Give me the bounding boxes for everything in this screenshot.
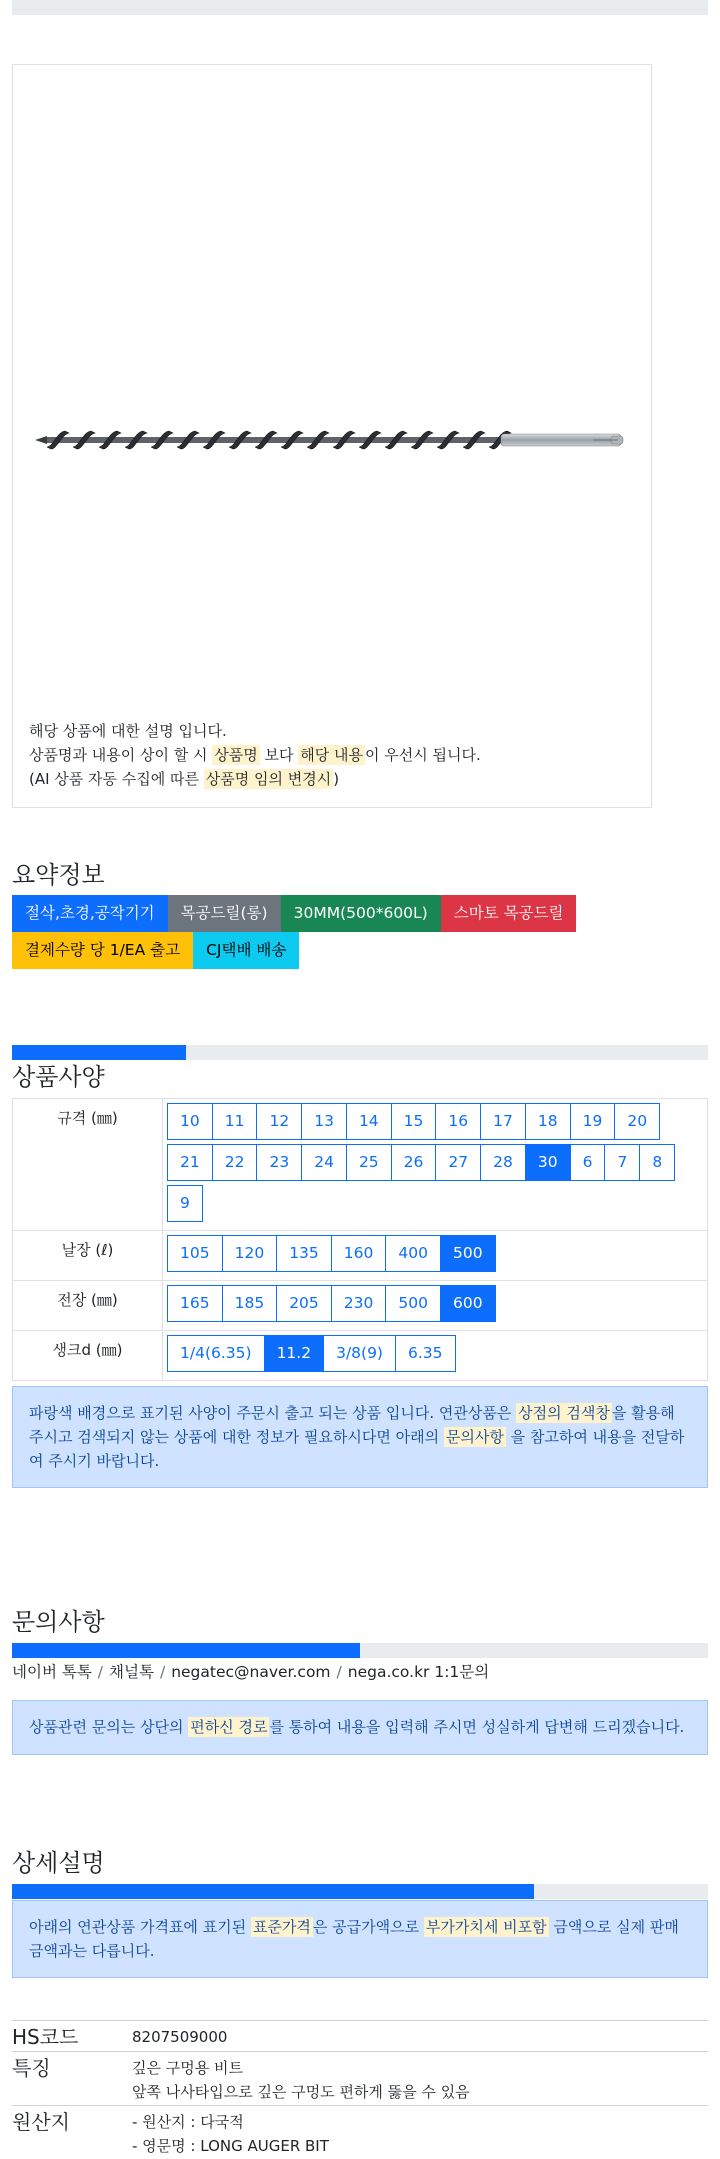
spec-title: 상품사양 [12, 1063, 105, 1091]
spec-options-cell [163, 1281, 708, 1331]
alert-text: 을 활용해 주시고 검색되지 않는 상품에 대한 정보가 필요하시다면 아래의 [29, 1404, 675, 1446]
summary-badge: 스마토 목공드릴 [441, 895, 577, 932]
spec-option-button[interactable]: 15 [391, 1103, 437, 1140]
image-note-line-2 [29, 743, 481, 767]
inquiry-link[interactable]: 네이버 톡톡 [12, 1663, 92, 1681]
summary-badge: 목공드릴(롱) [168, 895, 281, 932]
spec-row [13, 1099, 708, 1231]
spec-option-button[interactable]: 120 [222, 1235, 278, 1272]
spec-option-button[interactable]: 19 [570, 1103, 616, 1140]
note-text: (AI 상품 자동 수집에 따른 [29, 770, 204, 788]
spec-option-button[interactable]: 18 [525, 1103, 571, 1140]
note-text: 보다 [259, 746, 299, 764]
spec-option-button[interactable]: 500 [385, 1285, 441, 1322]
detail-title: 상세설명 [12, 1849, 105, 1877]
spec-option-button[interactable]: 3/8(9) [323, 1335, 396, 1372]
alert-text: 아래의 연관상품 가격표에 표기된 [29, 1918, 251, 1936]
breadcrumb-separator: / [336, 1663, 342, 1681]
note-text: 이 우선시 됩니다. [364, 746, 481, 764]
inquiry-links [12, 1660, 489, 1682]
image-note-line-1: 해당 상품에 대한 설명 입니다. [29, 722, 227, 740]
spec-alert [12, 1386, 708, 1488]
spec-option-button[interactable]: 205 [276, 1285, 332, 1322]
image-note-line-3 [29, 767, 481, 791]
summary-badge: 결제수량 당 1/EA 출고 [12, 932, 193, 969]
alert-text: 를 통하여 내용을 입력해 주시면 성실하게 답변해 드리겠습니다. [269, 1718, 685, 1736]
highlight-inquiry: 문의사항 [445, 1428, 504, 1446]
note-text: ) [333, 770, 340, 788]
feature-label: 특징 [12, 2056, 51, 2080]
summary-badge: 절삭,초경,공작기기 [12, 895, 168, 932]
spec-option-button[interactable]: 185 [222, 1285, 278, 1322]
highlight-search: 상점의 검색창 [518, 1404, 610, 1422]
spec-option-button[interactable]: 11.2 [264, 1335, 325, 1372]
alert-text: 은 공급가액으로 [312, 1918, 424, 1936]
spec-option-button[interactable]: 500 [440, 1235, 496, 1272]
spec-option-button[interactable]: 13 [301, 1103, 347, 1140]
feature-line: 깊은 구멍용 비트 [132, 2059, 243, 2077]
spec-option-button[interactable]: 25 [346, 1144, 392, 1181]
highlight-product-name: 상품명 [214, 746, 258, 764]
feature-line: 앞쪽 나사타입으로 깊은 구멍도 편하게 뚫을 수 있음 [132, 2083, 470, 2101]
spec-options [167, 1235, 703, 1276]
spec-label: 규격 (㎜) [13, 1099, 163, 1231]
spec-row [13, 1231, 708, 1281]
alert-text: 금액으로 실제 판매금액과는 다릅니다. [29, 1918, 679, 1960]
spec-option-button[interactable]: 165 [167, 1285, 223, 1322]
spec-option-button[interactable]: 135 [276, 1235, 332, 1272]
highlight-name-change: 상품명 임의 변경시 [205, 770, 332, 788]
spec-option-button[interactable]: 1/4(6.35) [167, 1335, 265, 1372]
product-image-card [12, 64, 652, 808]
spec-option-button[interactable]: 105 [167, 1235, 223, 1272]
spec-options [167, 1103, 703, 1226]
spec-option-button[interactable]: 21 [167, 1144, 213, 1181]
spec-row [13, 1331, 708, 1381]
spec-option-button[interactable]: 6.35 [395, 1335, 456, 1372]
spec-option-button[interactable]: 20 [614, 1103, 660, 1140]
spec-option-button[interactable]: 16 [435, 1103, 481, 1140]
spec-option-button[interactable]: 8 [639, 1144, 675, 1181]
highlight-route: 편하신 경로 [190, 1718, 268, 1736]
spec-options [167, 1285, 703, 1326]
spec-option-button[interactable]: 6 [570, 1144, 606, 1181]
summary-badge: 30MM(500*600L) [281, 895, 441, 932]
inquiry-link[interactable]: 채널톡 [109, 1663, 154, 1681]
summary-badges [12, 895, 672, 969]
auger-drill-image [33, 420, 633, 460]
spec-option-button[interactable]: 600 [440, 1285, 496, 1322]
inquiry-progress-fill [12, 1643, 360, 1658]
origin-line: - 원산지 : 다국적 [132, 2113, 244, 2131]
hs-code-label: HS코드 [12, 2025, 79, 2049]
spec-options [167, 1335, 703, 1376]
spec-option-button[interactable]: 24 [301, 1144, 347, 1181]
spec-options-cell [163, 1231, 708, 1281]
alert-text: 을 참고하여 내용을 전달하여 주시기 바랍니다. [29, 1428, 685, 1470]
spec-options-cell [163, 1099, 708, 1231]
note-text: 상품명과 내용이 상이 할 시 [29, 746, 213, 764]
spec-option-button[interactable]: 160 [331, 1235, 387, 1272]
origin-line: - 영문명 : LONG AUGER BIT [132, 2137, 329, 2155]
spec-label: 생크d (㎜) [13, 1331, 163, 1381]
detail-alert [12, 1900, 708, 1978]
info-row-feature [12, 2051, 708, 2105]
summary-title: 요약정보 [12, 861, 105, 889]
highlight-standard-price: 표준가격 [252, 1918, 311, 1936]
top-progress-bar [12, 0, 708, 15]
spec-label: 날장 (ℓ) [13, 1231, 163, 1281]
product-info-table [12, 2020, 708, 2159]
spec-option-button[interactable]: 10 [167, 1103, 213, 1140]
spec-option-button[interactable]: 12 [256, 1103, 302, 1140]
spec-option-button[interactable]: 17 [480, 1103, 526, 1140]
info-row-hs [12, 2020, 708, 2051]
highlight-vat-excluded: 부가가치세 비포함 [425, 1918, 547, 1936]
spec-option-button[interactable]: 9 [167, 1185, 203, 1222]
hs-code-value: 8207509000 [132, 2028, 228, 2046]
spec-option-button[interactable]: 14 [346, 1103, 392, 1140]
inquiry-link[interactable]: nega.co.kr 1:1문의 [347, 1663, 490, 1681]
spec-option-button[interactable]: 27 [435, 1144, 481, 1181]
detail-progress [12, 1884, 708, 1899]
spec-row [13, 1281, 708, 1331]
spec-option-button[interactable]: 400 [385, 1235, 441, 1272]
inquiry-title: 문의사항 [12, 1608, 105, 1636]
alert-text: 파랑색 배경으로 표기된 사양이 주문시 출고 되는 상품 입니다. 연관상품은 [29, 1404, 517, 1422]
spec-option-button[interactable]: 7 [604, 1144, 640, 1181]
alert-text: 상품관련 문의는 상단의 [29, 1718, 189, 1736]
spec-option-button[interactable]: 230 [331, 1285, 387, 1322]
spec-option-button[interactable]: 22 [212, 1144, 258, 1181]
spec-table [12, 1098, 708, 1381]
spec-progress [12, 1045, 708, 1060]
spec-options-cell [163, 1331, 708, 1381]
summary-badge: CJ택배 배송 [193, 932, 299, 969]
info-row-origin [12, 2105, 708, 2159]
inquiry-link[interactable]: negatec@naver.com [171, 1663, 331, 1681]
spec-option-button[interactable]: 26 [391, 1144, 437, 1181]
inquiry-alert [12, 1700, 708, 1755]
breadcrumb-separator: / [97, 1663, 104, 1681]
image-notes [29, 719, 481, 791]
inquiry-progress [12, 1643, 708, 1658]
spec-option-button[interactable]: 28 [480, 1144, 526, 1181]
highlight-content: 해당 내용 [300, 746, 363, 764]
breadcrumb-separator: / [159, 1663, 166, 1681]
detail-progress-fill [12, 1884, 534, 1899]
origin-label: 원산지 [12, 2110, 70, 2134]
spec-option-button[interactable]: 11 [212, 1103, 258, 1140]
spec-label: 전장 (㎜) [13, 1281, 163, 1331]
origin-value [132, 2106, 329, 2159]
spec-option-button[interactable]: 30 [525, 1144, 571, 1181]
feature-value [132, 2052, 470, 2105]
spec-option-button[interactable]: 23 [256, 1144, 302, 1181]
